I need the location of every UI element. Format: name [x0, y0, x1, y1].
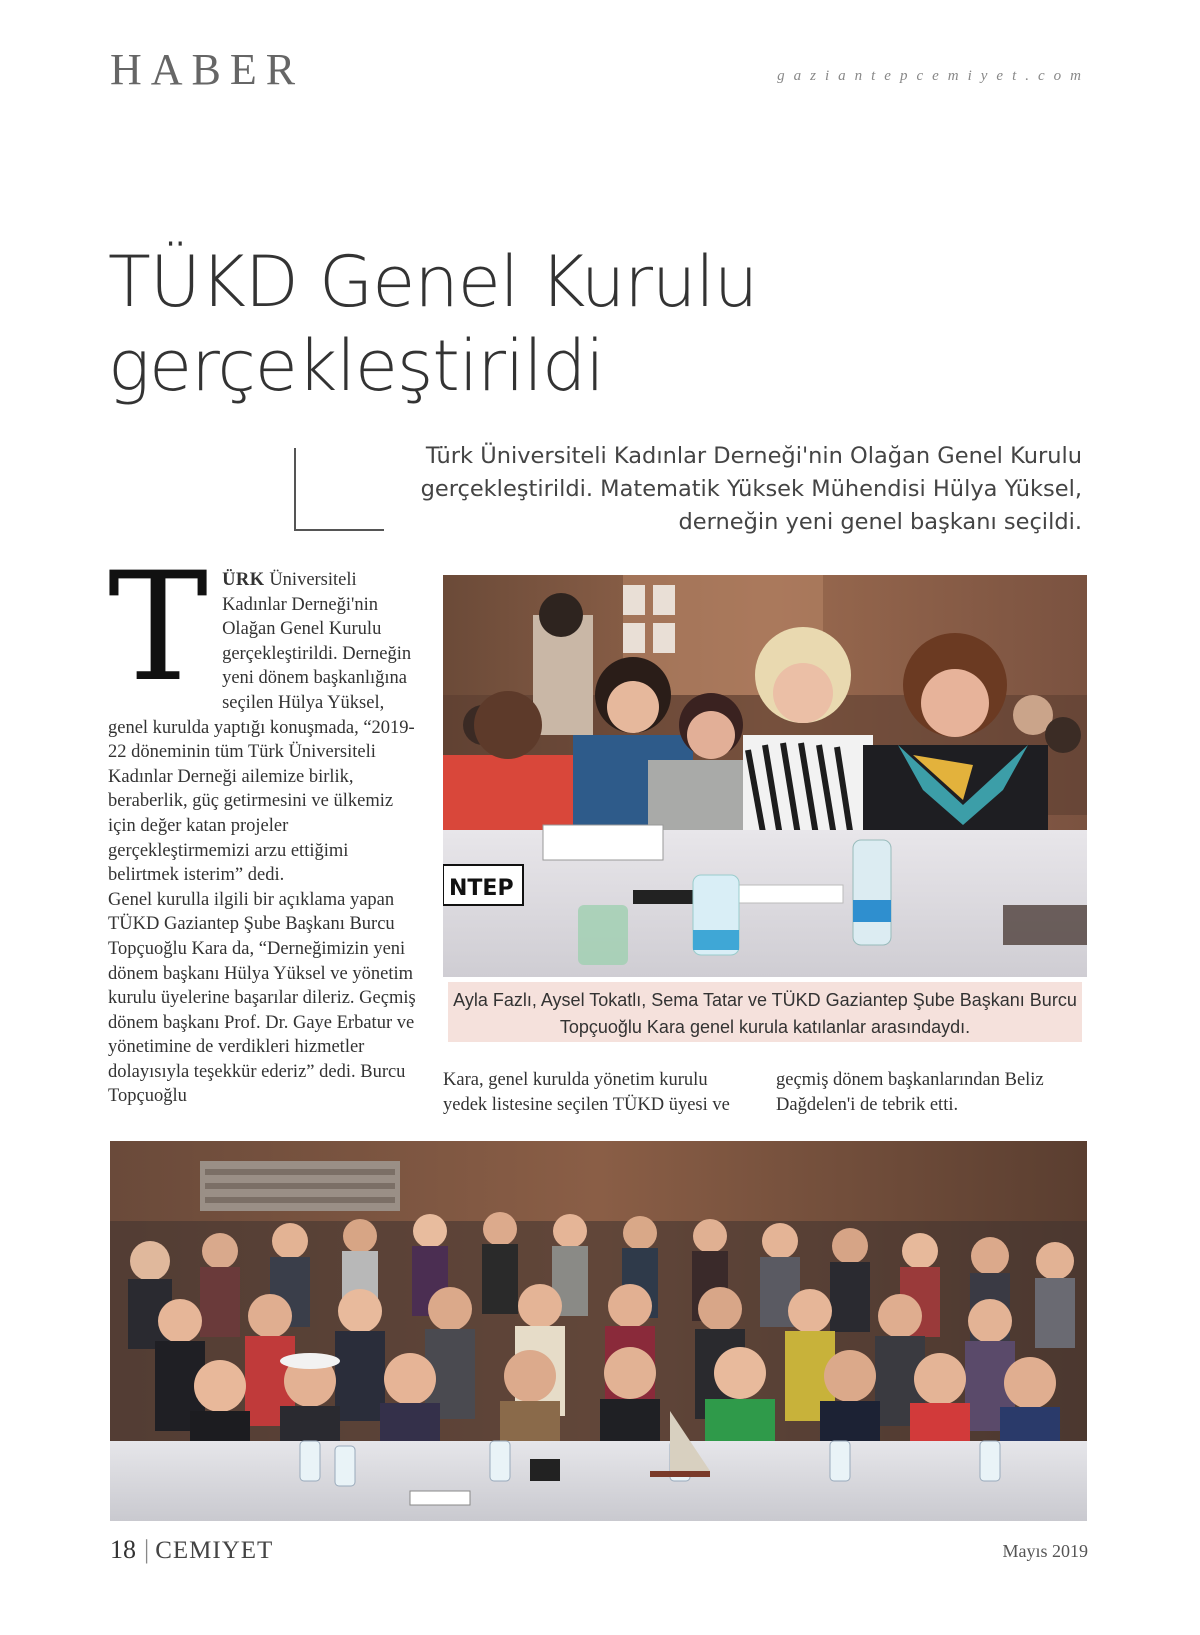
section-label: HABER	[110, 45, 305, 94]
lead-bracket-vertical	[294, 448, 296, 530]
first-word: ÜRK	[222, 570, 265, 590]
photo-group	[110, 1141, 1087, 1521]
site-url: gaziantepcemiyet.com	[777, 68, 1090, 84]
table-name-card-text: NTEP	[449, 876, 514, 901]
magazine-name: CEMIYET	[155, 1537, 274, 1564]
column-1-paragraph-1: Üniversiteli Kadınlar Derneği'nin Olağan Genel Kurulu gerçekleştirildi. Derneğin yeni dönem başkanlığına seçilen Hülya Yüksel, genel kurulda yaptığı konuşmada, “2019-22 döneminin tüm Türk Üniversiteli Kadınlar Derneği ailemize birlik, beraberlik, güç getirmesini ve ülkemiz için değer katan projeler gerçekleştirmemizi arzu ettiğimi belirtmek isterim” dedi.	[108, 570, 415, 886]
article-lead: Türk Üniversiteli Kadınlar Derneği'nin Olağan Genel Kurulu gerçekleştirildi. Matematik Yüksek Mühendisi Hülya Yüksel, derneğin yeni genel başkanı seçildi.	[420, 443, 1082, 535]
drop-cap: T	[108, 541, 209, 715]
footer-date: Mayıs 2019	[1002, 1541, 1088, 1561]
title-line-2: gerçekleştirildi	[108, 325, 604, 407]
photo-four-women	[443, 575, 1087, 977]
photo-four-women-illustration	[443, 575, 1087, 977]
photo-caption: Ayla Fazlı, Aysel Tokatlı, Sema Tatar ve TÜKD Gaziantep Şube Başkanı Burcu Topçuoğlu Kara genel kurula katılanlar arasındaydı.	[448, 982, 1082, 1042]
footer-separator: |	[144, 1535, 150, 1564]
footer-page	[110, 1535, 273, 1565]
page-number: 18	[110, 1535, 136, 1564]
article-title	[108, 240, 1008, 408]
title-line-1: TÜKD Genel Kurulu	[108, 241, 758, 323]
text-column-3: geçmiş dönem başkanlarından Beliz Dağdelen'i de tebrik etti.	[776, 1070, 1044, 1115]
photo-group-illustration	[110, 1141, 1087, 1521]
text-column-2: Kara, genel kurulda yönetim kurulu yedek listesine seçilen TÜKD üyesi ve	[443, 1070, 730, 1115]
text-column-1	[108, 541, 418, 1109]
column-1-paragraph-2: Genel kurulla ilgili bir açıklama yapan TÜKD Gaziantep Şube Başkanı Burcu Topçuoğlu Kara da, “Derneğimizin yeni dönem başkanı Hülya Yüksel ve yönetim kurulu üyelerine başarılar dileriz. Geçmiş dönem başkanı Prof. Dr. Gaye Erbatur ve yönetimine de verdikleri hizmetler dolayısıyla teşekkür ederiz” dedi. Burcu Topçuoğlu	[108, 889, 416, 1107]
